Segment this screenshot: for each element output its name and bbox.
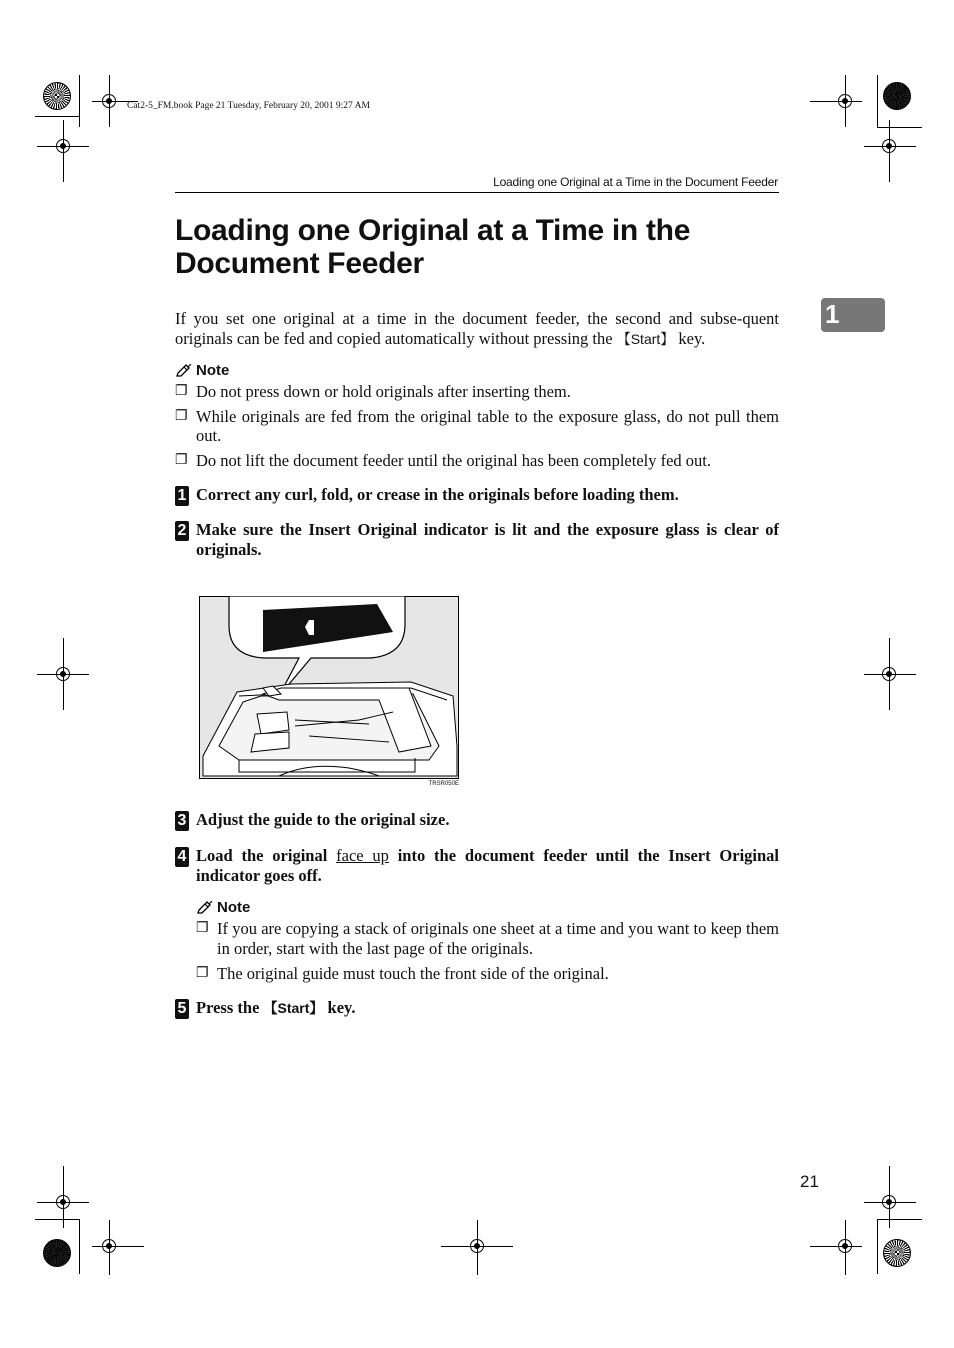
step-text: Make sure the Insert Original indicator is lit and the exposure glass is clear of originals. (196, 520, 779, 559)
pencil-icon (175, 364, 192, 378)
step-text: Adjust the guide to the original size. (196, 810, 450, 829)
step-2 (175, 520, 779, 560)
note-block (175, 362, 779, 470)
note-item (175, 451, 779, 471)
step-text-part: key. (323, 997, 356, 1017)
note-block (196, 899, 779, 984)
note-title: Note (217, 899, 251, 916)
step-text-part: into the document feeder until the Insert Original indicator goes off. (196, 846, 779, 885)
later-steps (175, 810, 779, 1019)
note-item (196, 919, 779, 958)
document-feeder-image (199, 596, 459, 779)
registration-mark-icon (470, 1239, 484, 1253)
step-1 (175, 485, 779, 506)
registration-mark-icon (56, 667, 70, 681)
note-item-text: While originals are fed from the original table to the exposure glass, do not pull them out. (196, 406, 779, 445)
face-up-emphasis: face up (336, 846, 389, 865)
note-item-text: Do not press down or hold originals after inserting them. (196, 382, 571, 401)
registration-mark-icon (102, 1239, 116, 1253)
note-item-text: If you are copying a stack of originals one sheet at a time and you want to keep them in order, start with the last page of the originals. (217, 919, 779, 958)
step-number-icon: 4 (175, 847, 189, 867)
pencil-icon (196, 901, 213, 915)
registration-mark-icon (102, 94, 116, 108)
note-title: Note (196, 362, 230, 379)
registration-mark-icon (56, 139, 70, 153)
page-number: 21 (800, 1172, 819, 1191)
registration-mark-icon (838, 1239, 852, 1253)
page-title: Loading one Original at a Time in the Document Feeder (175, 214, 691, 280)
figure-code: TRSR050E (428, 781, 459, 787)
header-rule (175, 192, 779, 193)
chapter-tab (821, 298, 885, 332)
checkbox-square-icon: ❐ (175, 384, 188, 399)
intro-paragraph (175, 309, 779, 349)
note-item (175, 407, 779, 446)
checkbox-square-icon: ❐ (175, 408, 188, 424)
step-text-part: Load the original (196, 846, 337, 865)
start-key-label: 【Start】 (616, 330, 675, 347)
registration-sun-icon (883, 1239, 911, 1267)
running-head: Loading one Original at a Time in the Document Feeder (493, 175, 778, 189)
note-item-text: Do not lift the document feeder until the original has been completely fed out. (196, 450, 712, 470)
step-text (196, 998, 779, 1019)
step-number-icon: 2 (175, 521, 189, 541)
step-text-part: Press the (196, 997, 264, 1017)
intro-text-end: key. (674, 328, 706, 348)
main-content (175, 214, 779, 560)
checkbox-square-icon: ❐ (196, 921, 209, 936)
step-4 (175, 846, 779, 886)
book-info: Cat2-5_FM.book Page 21 Tuesday, February 20, 2001 9:27 AM (127, 101, 370, 111)
step-5 (175, 998, 779, 1019)
note-item-text: The original guide must touch the front side of the original. (217, 964, 609, 983)
chapter-number: 1 (825, 299, 840, 329)
note-heading (175, 362, 779, 379)
registration-sun-icon (43, 1239, 71, 1267)
checkbox-square-icon: ❐ (175, 452, 188, 468)
registration-mark-icon (56, 1195, 70, 1209)
document-feeder-illustration (199, 596, 459, 787)
registration-mark-icon (882, 139, 896, 153)
registration-mark-icon (882, 1195, 896, 1209)
step-number-icon: 1 (175, 486, 189, 506)
registration-sun-icon (43, 82, 71, 110)
step-number-icon: 3 (175, 811, 189, 831)
intro-text: If you set one original at a time in the document feeder, the second and subse-quent originals can be fed and copied automatically without pressing the (175, 309, 779, 348)
registration-sun-icon (883, 82, 911, 110)
start-key-label: 【Start】 (263, 999, 324, 1016)
step-text (196, 846, 779, 886)
note-heading (196, 899, 779, 916)
note-item (196, 964, 779, 984)
registration-mark-icon (882, 667, 896, 681)
step-3 (175, 810, 779, 831)
note-item (175, 382, 779, 402)
checkbox-square-icon: ❐ (196, 966, 209, 981)
registration-mark-icon (838, 94, 852, 108)
step-number-icon: 5 (175, 999, 189, 1019)
step-text: Correct any curl, fold, or crease in the originals before loading them. (196, 485, 679, 504)
